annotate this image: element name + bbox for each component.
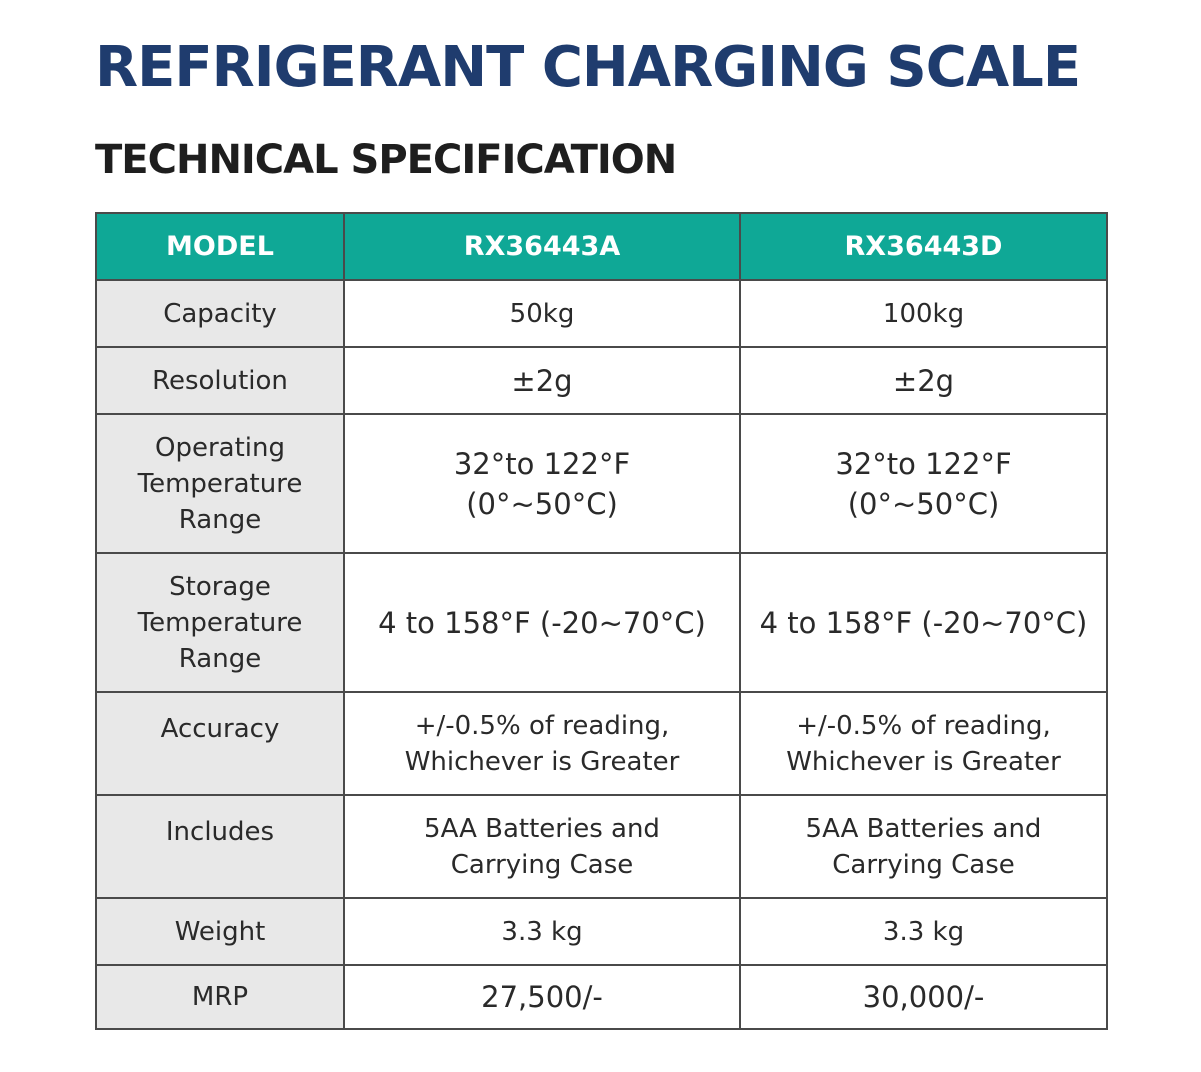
row-label-weight: Weight: [96, 898, 344, 965]
table-row: [96, 553, 1107, 692]
includes-a: 5AA Batteries and Carrying Case: [344, 795, 740, 898]
row-label-operating-temperature: Operating Temperature Range: [96, 414, 344, 553]
row-label-mrp: MRP: [96, 965, 344, 1029]
capacity-a: 50kg: [344, 280, 740, 347]
table-row: [96, 965, 1107, 1029]
header-rx36443a: RX36443A: [344, 213, 740, 280]
table-row: [96, 795, 1107, 898]
mrp-a: 27,500/-: [344, 965, 740, 1029]
table-header-row: [96, 213, 1107, 280]
weight-a: 3.3 kg: [344, 898, 740, 965]
accuracy-a: +/-0.5% of reading, Whichever is Greater: [344, 692, 740, 795]
spec-table: [95, 212, 1108, 1030]
table-row: [96, 280, 1107, 347]
accuracy-d: +/-0.5% of reading, Whichever is Greater: [740, 692, 1107, 795]
row-label-accuracy: Accuracy: [96, 692, 344, 795]
row-label-includes: Includes: [96, 795, 344, 898]
mrp-d: 30,000/-: [740, 965, 1107, 1029]
table-row: [96, 414, 1107, 553]
header-model: MODEL: [96, 213, 344, 280]
row-label-capacity: Capacity: [96, 280, 344, 347]
weight-d: 3.3 kg: [740, 898, 1107, 965]
table-row: [96, 347, 1107, 414]
header-rx36443d: RX36443D: [740, 213, 1107, 280]
row-label-storage-temperature: Storage Temperature Range: [96, 553, 344, 692]
storage-temperature-a: 4 to 158°F (-20~70°C): [344, 553, 740, 692]
operating-temperature-a: 32°to 122°F (0°~50°C): [344, 414, 740, 553]
resolution-d: ±2g: [740, 347, 1107, 414]
storage-temperature-d: 4 to 158°F (-20~70°C): [740, 553, 1107, 692]
includes-d: 5AA Batteries and Carrying Case: [740, 795, 1107, 898]
table-row: [96, 898, 1107, 965]
operating-temperature-d: 32°to 122°F (0°~50°C): [740, 414, 1107, 553]
row-label-resolution: Resolution: [96, 347, 344, 414]
capacity-d: 100kg: [740, 280, 1107, 347]
section-subtitle: TECHNICAL SPECIFICATION: [95, 137, 677, 183]
resolution-a: ±2g: [344, 347, 740, 414]
table-row: [96, 692, 1107, 795]
page-title: REFRIGERANT CHARGING SCALE: [95, 35, 1081, 100]
